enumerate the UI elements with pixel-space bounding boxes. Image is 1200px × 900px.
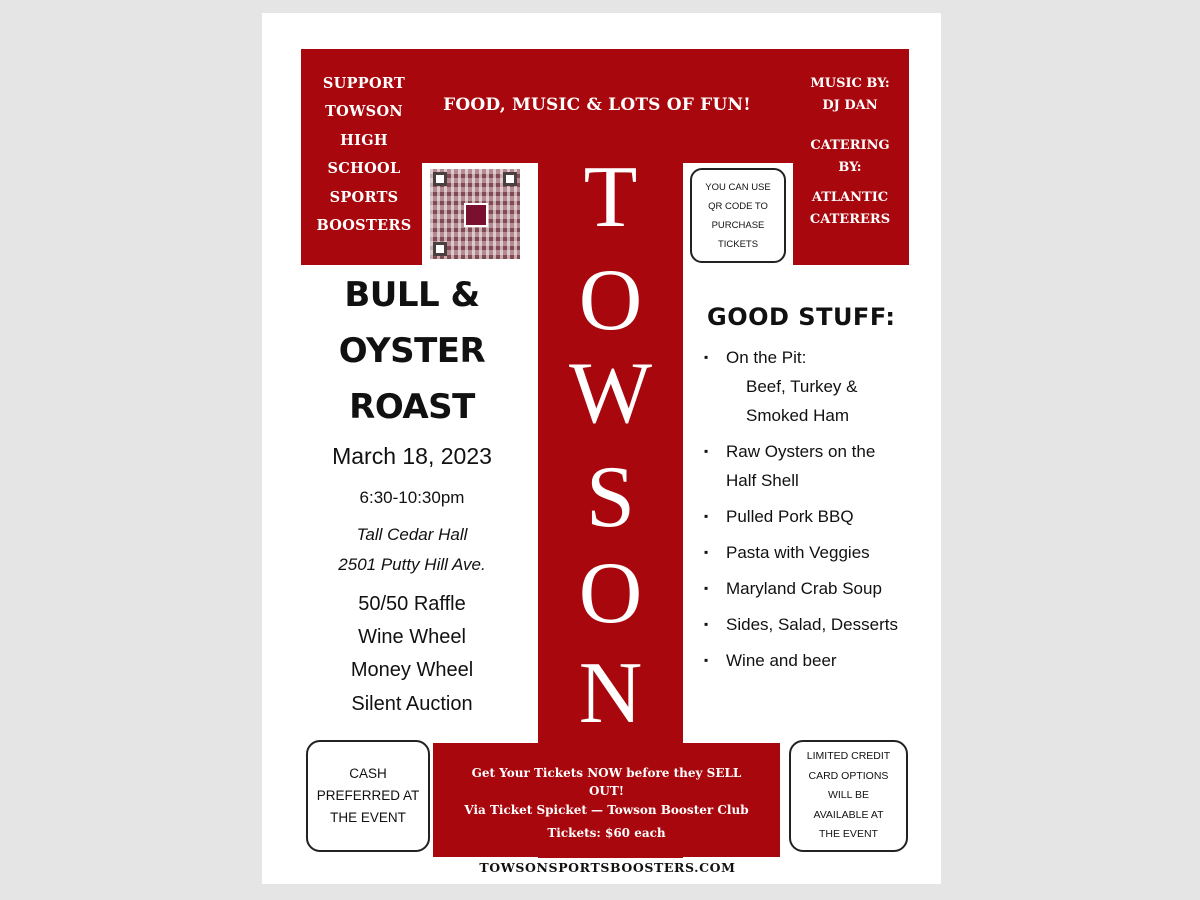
towson-letter: T bbox=[583, 149, 638, 246]
support-line: SPORTS bbox=[329, 189, 399, 206]
bullet-icon: ▪ bbox=[704, 617, 709, 631]
event-title-line: ROAST bbox=[349, 387, 475, 427]
event-time: 6:30-10:30pm bbox=[359, 488, 465, 507]
credit-note-line: THE EVENT bbox=[819, 828, 878, 841]
qr-finder-icon bbox=[433, 172, 447, 186]
towson-letter: N bbox=[578, 645, 643, 742]
menu-item bbox=[704, 437, 934, 495]
support-line: BOOSTERS bbox=[316, 217, 412, 234]
menu-item-sub: Half Shell bbox=[726, 471, 799, 490]
event-title-line: OYSTER bbox=[338, 331, 486, 371]
menu-item bbox=[704, 538, 934, 567]
bullet-icon: ▪ bbox=[704, 350, 709, 364]
menu-item-label: Maryland Crab Soup bbox=[726, 579, 882, 598]
menu-item-label: Raw Oysters on the bbox=[726, 442, 876, 461]
catering-label: BY: bbox=[838, 160, 862, 175]
qr-note-line: QR CODE TO bbox=[708, 200, 768, 212]
qr-note-line: TICKETS bbox=[717, 238, 759, 250]
bullet-icon: ▪ bbox=[704, 581, 709, 595]
music-name: DJ DAN bbox=[822, 98, 878, 113]
activity-item: Wine Wheel bbox=[358, 626, 466, 648]
support-line: TOWSON bbox=[325, 103, 403, 120]
activity-item: Silent Auction bbox=[351, 693, 473, 715]
menu-item bbox=[704, 502, 934, 531]
credit-note bbox=[789, 740, 908, 852]
activity-item: 50/50 Raffle bbox=[358, 593, 466, 615]
qr-note bbox=[690, 168, 786, 263]
credit-note-line: AVAILABLE AT bbox=[813, 808, 884, 821]
credit-note-line: CARD OPTIONS bbox=[808, 769, 889, 782]
menu-item-label: On the Pit: bbox=[726, 348, 807, 367]
cash-note-line: THE EVENT bbox=[330, 810, 406, 825]
event-flyer bbox=[262, 13, 941, 884]
towson-letter: W bbox=[568, 345, 653, 442]
event-date: March 18, 2023 bbox=[332, 443, 492, 469]
qr-note-line: YOU CAN USE bbox=[705, 181, 771, 193]
menu-item-label: Sides, Salad, Desserts bbox=[726, 615, 898, 634]
cash-note bbox=[306, 740, 430, 852]
event-venue: Tall Cedar Hall bbox=[356, 525, 468, 544]
qr-finder-icon bbox=[433, 242, 447, 256]
support-line: SCHOOL bbox=[327, 160, 401, 177]
activity-item: Money Wheel bbox=[350, 659, 474, 681]
ticket-price: Tickets: $60 each bbox=[547, 826, 666, 840]
menu-item-sub: Smoked Ham bbox=[746, 406, 849, 425]
support-line: SUPPORT bbox=[322, 75, 406, 92]
bullet-icon: ▪ bbox=[704, 444, 709, 458]
cash-note-line: PREFERRED AT bbox=[316, 788, 420, 803]
catering-label: CATERING bbox=[810, 138, 890, 153]
music-label: MUSIC BY: bbox=[810, 76, 890, 91]
bullet-icon: ▪ bbox=[704, 509, 709, 523]
ticket-cta: Get Your Tickets NOW before they SELL bbox=[471, 766, 742, 780]
support-line: HIGH bbox=[340, 132, 388, 149]
website-link[interactable]: TOWSONSPORTSBOOSTERS.COM bbox=[479, 860, 736, 875]
ticket-vendor: Via Ticket Spicket — Towson Booster Club bbox=[464, 803, 749, 817]
bullet-icon: ▪ bbox=[704, 653, 709, 667]
menu-item bbox=[704, 610, 934, 639]
ticket-cta: OUT! bbox=[588, 784, 625, 798]
menu-title: GOOD STUFF: bbox=[707, 303, 896, 331]
qr-logo-icon bbox=[464, 203, 488, 227]
menu-item bbox=[704, 574, 934, 603]
menu-item bbox=[704, 343, 934, 430]
qr-code[interactable] bbox=[428, 167, 522, 261]
menu-item-label: Pasta with Veggies bbox=[726, 543, 870, 562]
credit-note-line: WILL BE bbox=[827, 789, 870, 802]
caterer-name: ATLANTIC bbox=[811, 190, 889, 205]
qr-note-line: PURCHASE bbox=[711, 219, 765, 231]
menu-item-label: Pulled Pork BBQ bbox=[726, 507, 854, 526]
tagline: FOOD, MUSIC & LOTS OF FUN! bbox=[443, 95, 751, 115]
towson-letter: O bbox=[578, 545, 643, 642]
credit-note-line: LIMITED CREDIT bbox=[806, 750, 891, 763]
event-address: 2501 Putty Hill Ave. bbox=[338, 555, 486, 574]
menu-list bbox=[704, 343, 934, 675]
event-title-line: BULL & bbox=[344, 275, 480, 315]
cash-note-line: CASH bbox=[349, 766, 387, 781]
towson-letter: S bbox=[586, 449, 635, 546]
bullet-icon: ▪ bbox=[704, 545, 709, 559]
menu-item-label: Wine and beer bbox=[726, 651, 837, 670]
menu-item-sub: Beef, Turkey & bbox=[746, 377, 858, 396]
caterer-name: CATERERS bbox=[809, 212, 891, 227]
towson-letter: O bbox=[578, 252, 643, 349]
menu-item bbox=[704, 646, 934, 675]
qr-finder-icon bbox=[503, 172, 517, 186]
